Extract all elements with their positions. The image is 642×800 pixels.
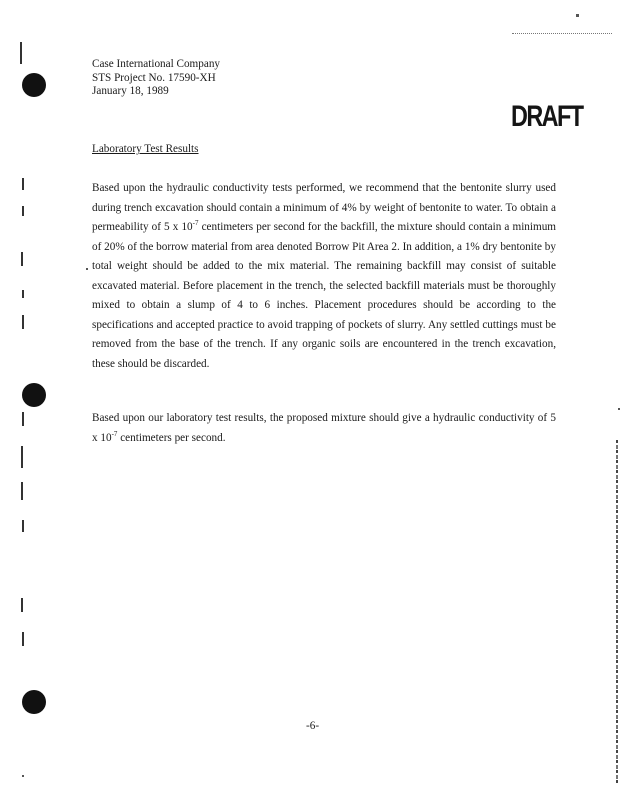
body-paragraph xyxy=(92,179,556,374)
exponent: -7 xyxy=(192,219,199,227)
scan-artifact xyxy=(22,775,24,777)
exponent: -7 xyxy=(111,429,118,438)
scan-artifact xyxy=(21,482,23,500)
scan-artifact xyxy=(22,178,24,190)
paragraph-text: centimeters per second. xyxy=(117,431,226,444)
punch-hole xyxy=(22,690,46,714)
paragraph-text: Based upon the hydraulic conductivity tests performed, we recommend that the bentonite slurry used during trench excavation should contain a minimum of 4% by weight of bentonite to water. To obtain a permeability of 5 x 10 xyxy=(92,182,556,233)
scan-artifact xyxy=(22,412,24,426)
scan-artifact xyxy=(22,315,24,329)
page-number: -6- xyxy=(306,720,320,732)
body-paragraph xyxy=(92,409,556,448)
scan-artifact xyxy=(22,206,24,216)
scan-artifact xyxy=(21,446,23,468)
scan-edge-line xyxy=(616,440,618,785)
scan-artifact xyxy=(20,42,22,64)
section-title: Laboratory Test Results xyxy=(92,143,199,155)
scan-artifact xyxy=(22,290,24,298)
scan-artifact xyxy=(22,520,24,532)
draft-stamp: DRAFT xyxy=(511,100,583,133)
project-number: STS Project No. 17590-XH xyxy=(92,71,216,84)
scan-artifact xyxy=(86,268,88,270)
punch-hole xyxy=(22,73,46,97)
scan-artifact xyxy=(618,408,620,410)
scan-artifact xyxy=(21,252,23,266)
document-date: January 18, 1989 xyxy=(92,85,169,97)
letter-header xyxy=(92,58,220,99)
punch-hole xyxy=(22,383,46,407)
scan-artifact xyxy=(22,632,24,646)
scan-artifact xyxy=(576,14,579,17)
scan-artifact xyxy=(512,27,612,34)
paragraph-text: Based upon our laboratory test results, the proposed mixture should give a hydraulic conductivity of 5 x 10 xyxy=(92,412,556,444)
paragraph-text: centimeters per second for the backfill, the mixture should contain a minimum of 20% of the borrow material from area denoted Borrow Pit Area 2. In addition, a 1% dry bentonite by total weight should be added to the mix material. The remaining backfill may consist of suitable excavated material. Before placement in the trench, the selected backfill materials must be thoroughly mixed to obtain a slump of 4 to 6 inches. Placement procedures should be according to the specifications and accepted practice to avoid trapping of pockets of slurry. Any settled cuttings must be removed from the base of the trench. If any organic soils are encountered in the trench excavation, these should be discarded. xyxy=(92,221,556,370)
scan-artifact xyxy=(21,598,23,612)
company-name: Case International Company xyxy=(92,58,221,70)
